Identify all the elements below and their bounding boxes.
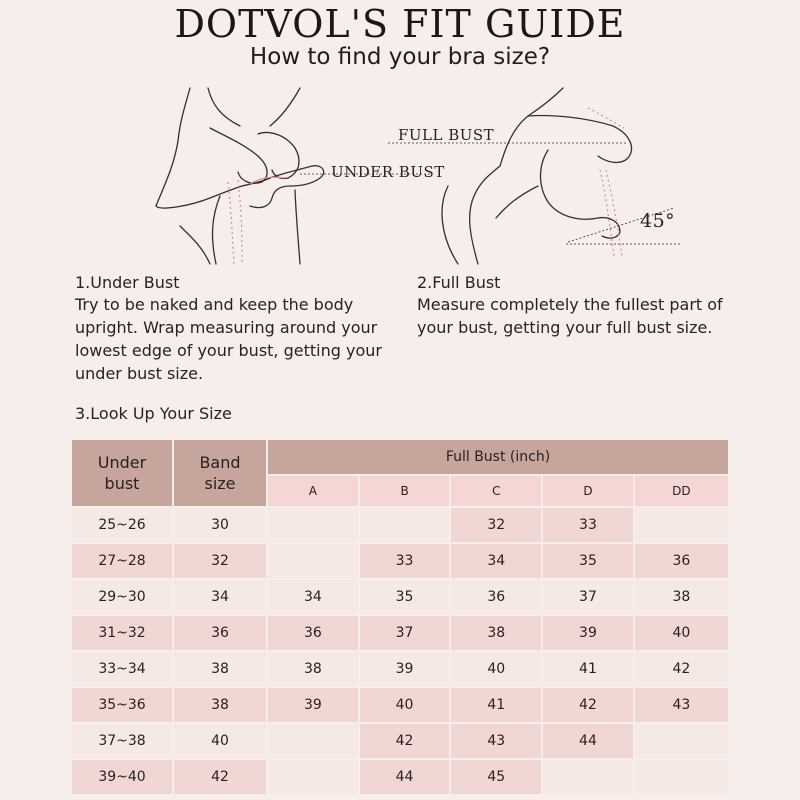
- table-row: [72, 688, 728, 722]
- table-row: [72, 724, 728, 758]
- band-size-cell: 40: [174, 724, 266, 758]
- size-cell: 36: [635, 544, 728, 578]
- full-bust-line: Measure completely the fullest part of: [417, 295, 723, 314]
- table-row: [72, 616, 728, 650]
- size-cell: [635, 508, 728, 542]
- size-cell: 43: [635, 688, 728, 722]
- size-cell: 40: [635, 616, 728, 650]
- under-bust-cell: 39~40: [72, 760, 172, 794]
- under-bust-instructions: [75, 293, 382, 385]
- size-cell: 36: [451, 580, 541, 614]
- table-row: [72, 508, 728, 542]
- under-bust-line: under bust size.: [75, 364, 204, 383]
- table-row: [72, 580, 728, 614]
- under-bust-line: upright. Wrap measuring around your: [75, 318, 378, 337]
- size-cell: 42: [360, 724, 450, 758]
- size-cell: 36: [268, 616, 358, 650]
- full-bust-label: FULL BUST: [398, 126, 495, 144]
- table-row: [72, 652, 728, 686]
- page-subtitle: How to find your bra size?: [249, 44, 551, 70]
- size-cell: 41: [451, 688, 541, 722]
- under-bust-cell: 35~36: [72, 688, 172, 722]
- size-cell: 35: [543, 544, 633, 578]
- band-size-cell: 32: [174, 544, 266, 578]
- size-cell: 39: [543, 616, 633, 650]
- header-cup-c: C: [451, 476, 541, 506]
- size-cell: [635, 724, 728, 758]
- under-bust-line: lowest edge of your bust, getting your: [75, 341, 382, 360]
- size-cell: [635, 760, 728, 794]
- size-cell: 38: [635, 580, 728, 614]
- header-full-bust: Full Bust (inch): [268, 440, 728, 474]
- size-cell: 44: [543, 724, 633, 758]
- under-bust-line: Try to be naked and keep the body: [75, 295, 354, 314]
- size-cell: 40: [360, 688, 450, 722]
- size-cell: 37: [360, 616, 450, 650]
- table-row: [72, 544, 728, 578]
- size-table: [70, 438, 730, 796]
- size-cell: 39: [360, 652, 450, 686]
- size-cell: 44: [360, 760, 450, 794]
- header-cup-dd: DD: [635, 476, 728, 506]
- size-cell: [268, 724, 358, 758]
- size-cell: 43: [451, 724, 541, 758]
- size-cell: 33: [360, 544, 450, 578]
- size-cell: 38: [451, 616, 541, 650]
- band-size-cell: 34: [174, 580, 266, 614]
- band-size-cell: 38: [174, 688, 266, 722]
- size-cell: 33: [543, 508, 633, 542]
- header-cup-a: A: [268, 476, 358, 506]
- under-bust-cell: 37~38: [72, 724, 172, 758]
- header-band-size: Band size: [174, 440, 266, 506]
- full-bust-line: your bust, getting your full bust size.: [417, 318, 713, 337]
- size-cell: 35: [360, 580, 450, 614]
- full-bust-instructions: [417, 293, 723, 339]
- full-bust-section-title: 2.Full Bust: [417, 273, 501, 292]
- size-cell: 41: [543, 652, 633, 686]
- size-cell: 38: [268, 652, 358, 686]
- band-size-cell: 36: [174, 616, 266, 650]
- size-cell: 42: [543, 688, 633, 722]
- size-cell: 40: [451, 652, 541, 686]
- under-bust-cell: 33~34: [72, 652, 172, 686]
- size-cell: 42: [635, 652, 728, 686]
- under-bust-cell: 27~28: [72, 544, 172, 578]
- size-cell: 39: [268, 688, 358, 722]
- under-bust-cell: 25~26: [72, 508, 172, 542]
- size-cell: [268, 544, 358, 578]
- size-cell: 34: [451, 544, 541, 578]
- header-cup-b: B: [360, 476, 450, 506]
- size-cell: 37: [543, 580, 633, 614]
- size-cell: [543, 760, 633, 794]
- look-up-section-title: 3.Look Up Your Size: [75, 404, 232, 423]
- under-bust-section-title: 1.Under Bust: [75, 273, 180, 292]
- page-title: DOTVOL'S FIT GUIDE: [174, 2, 626, 46]
- under-bust-cell: 31~32: [72, 616, 172, 650]
- header-under-bust: Under bust: [72, 440, 172, 506]
- size-cell: 34: [268, 580, 358, 614]
- full-bust-illustration: [388, 86, 688, 266]
- band-size-cell: 42: [174, 760, 266, 794]
- size-cell: [268, 760, 358, 794]
- size-cell: [268, 508, 358, 542]
- size-cell: 45: [451, 760, 541, 794]
- header-cup-d: D: [543, 476, 633, 506]
- table-row: [72, 760, 728, 794]
- band-size-cell: 30: [174, 508, 266, 542]
- size-cell: 32: [451, 508, 541, 542]
- angle-label: 45°: [640, 210, 676, 232]
- under-bust-label: UNDER BUST: [331, 163, 445, 181]
- band-size-cell: 38: [174, 652, 266, 686]
- under-bust-cell: 29~30: [72, 580, 172, 614]
- size-cell: [360, 508, 450, 542]
